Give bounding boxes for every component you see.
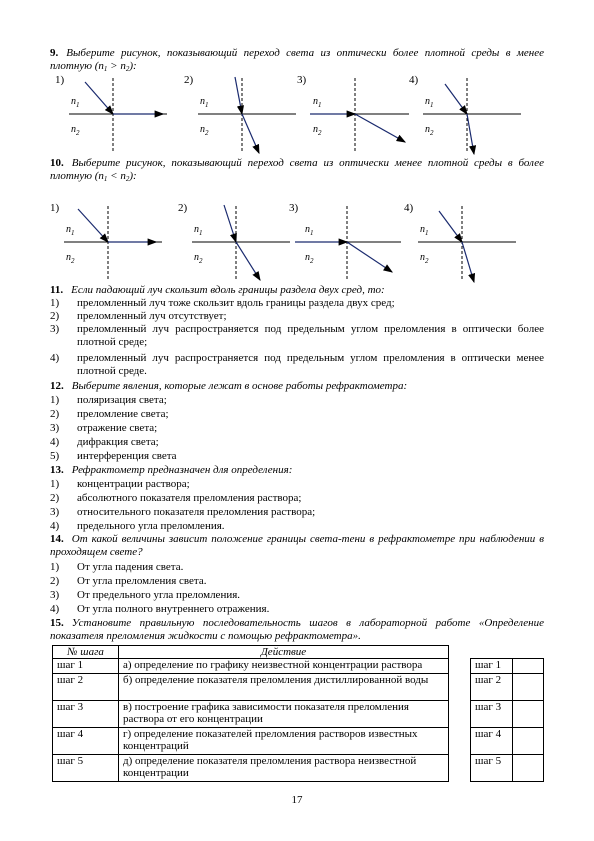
option-text: преломленный луч распространяется под предельным углом преломления в оптически менее плотной среде. <box>77 352 544 377</box>
answer-row <box>471 659 544 674</box>
figure-label: 2) <box>184 74 194 86</box>
option-number: 3) <box>50 422 60 434</box>
question-number: 13. <box>50 464 64 476</box>
medium-1-label: $n_1$ <box>313 96 322 109</box>
incident-ray <box>78 209 108 242</box>
step-cell: шаг 3 <box>53 701 119 728</box>
option <box>50 408 544 421</box>
incident-ray <box>235 77 242 114</box>
question-text: Если падающий луч скользит вдоль границы раздела двух сред, то: <box>71 284 385 296</box>
answer-cell[interactable] <box>512 659 543 674</box>
option-number: 1) <box>50 297 60 309</box>
question-12-heading <box>50 380 544 393</box>
medium-1-label: $n_1$ <box>71 96 80 109</box>
medium-1-label: $n_1$ <box>425 96 434 109</box>
figure-label: 1) <box>50 202 60 214</box>
medium-2-label: $n_2$ <box>200 124 209 137</box>
answer-cell[interactable] <box>512 728 543 755</box>
refraction-figure <box>404 202 532 282</box>
answer-table <box>470 658 544 782</box>
question-11-heading <box>50 284 544 297</box>
question-9-heading <box>50 47 544 76</box>
question-number: 12. <box>50 380 64 392</box>
refraction-figure <box>409 74 537 154</box>
option <box>50 297 544 310</box>
option <box>50 394 544 407</box>
ray-diagram <box>417 74 537 154</box>
option <box>50 520 544 533</box>
answer-label: шаг 2 <box>471 674 513 701</box>
option <box>50 450 544 463</box>
refraction-figure <box>289 202 417 282</box>
steps-table <box>52 645 449 782</box>
option-text: поляризация света; <box>77 394 167 406</box>
option-text: предельного угла преломления. <box>77 520 225 532</box>
option-text: отражение света; <box>77 422 158 434</box>
medium-2-label: $n_2$ <box>313 124 322 137</box>
medium-2-label: $n_2$ <box>420 252 429 265</box>
option-number: 2) <box>50 408 60 420</box>
medium-1-label: $n_1$ <box>420 224 429 237</box>
medium-1-label: $n_1$ <box>305 224 314 237</box>
medium-2-label: $n_2$ <box>305 252 314 265</box>
question-text: От какой величины зависит положение границы света-тени в рефрактометре при наблюдении в проходящем свете? <box>50 533 544 558</box>
refraction-figure <box>178 202 306 282</box>
option-text: преломленный луч распространяется под предельным углом преломления в оптически более плотной среде; <box>77 323 544 348</box>
figure-label: 2) <box>178 202 188 214</box>
ray-diagram <box>186 202 306 282</box>
answer-row <box>471 728 544 755</box>
option <box>50 492 544 505</box>
medium-1-label: $n_1$ <box>66 224 75 237</box>
question-number: 9. <box>50 47 59 59</box>
incident-ray <box>224 205 236 242</box>
question-text: Установите правильную последовательность шагов в лабораторной работе «Определение показателя преломления жидкости с помощью рефрактометра». <box>50 617 544 642</box>
step-cell: шаг 5 <box>53 755 119 782</box>
option-text: интерференция света <box>77 450 177 462</box>
question-suffix: ): <box>129 170 137 182</box>
ray-diagram <box>412 202 532 282</box>
refracted-ray <box>462 242 474 282</box>
figure-label: 1) <box>55 74 65 86</box>
table-row <box>53 659 449 674</box>
answer-row <box>471 701 544 728</box>
question-10-heading <box>50 157 544 186</box>
option <box>50 575 544 588</box>
option-number: 3) <box>50 323 60 335</box>
answer-cell[interactable] <box>512 674 543 701</box>
ray-diagram <box>58 202 178 282</box>
option-number: 5) <box>50 450 60 462</box>
table-row <box>53 674 449 701</box>
action-cell: а) определение по графику неизвестной концентрации раствора <box>119 659 449 674</box>
refracted-ray <box>355 114 405 142</box>
option-number: 3) <box>50 506 60 518</box>
action-cell: в) построение графика зависимости показателя преломления раствора от его концентрации <box>119 701 449 728</box>
question-14-heading <box>50 533 544 559</box>
medium-1-label: $n_1$ <box>194 224 203 237</box>
answer-label: шаг 5 <box>471 755 513 782</box>
option-number: 4) <box>50 520 60 532</box>
question-text: Рефрактометр предназначен для определения: <box>71 464 293 476</box>
figure-label: 3) <box>297 74 307 86</box>
option <box>50 506 544 519</box>
figure-label: 4) <box>404 202 414 214</box>
option-text: относительного показателя преломления раствора; <box>77 506 316 518</box>
option-text: абсолютного показателя преломления раствора; <box>77 492 302 504</box>
refracted-ray <box>242 114 259 153</box>
refraction-figure <box>184 74 312 154</box>
option <box>50 323 544 349</box>
ray-diagram <box>192 74 312 154</box>
question-13-heading <box>50 464 544 477</box>
ray-diagram <box>305 74 425 154</box>
step-cell: шаг 2 <box>53 674 119 701</box>
incident-ray <box>85 82 113 114</box>
option <box>50 589 544 602</box>
question-number: 15. <box>50 617 64 629</box>
question-text: Выберите рисунок, показывающий переход света из оптически более плотной среды в менее плотную ( <box>50 47 544 72</box>
option <box>50 422 544 435</box>
question-text: Выберите явления, которые лежат в основе работы рефрактометра: <box>71 380 408 392</box>
option-number: 3) <box>50 589 60 601</box>
figure-label: 4) <box>409 74 419 86</box>
medium-2-label: $n_2$ <box>71 124 80 137</box>
option-text: преломленный луч отсутствует; <box>77 310 227 322</box>
medium-2-label: $n_2$ <box>194 252 203 265</box>
answer-row <box>471 674 544 701</box>
incident-ray <box>439 211 462 242</box>
index-relation: $n_1 < n_2$ <box>98 170 130 183</box>
option-text: От угла преломления света. <box>77 575 207 587</box>
action-cell: г) определение показателей преломления растворов известных концентраций <box>119 728 449 755</box>
action-cell: б) определение показателя преломления дистиллированной воды <box>119 674 449 701</box>
medium-1-label: $n_1$ <box>200 96 209 109</box>
option-text: преломленный луч тоже скользит вдоль границы раздела двух сред; <box>77 297 395 309</box>
question-15-heading <box>50 617 544 643</box>
question-text: Выберите рисунок, показывающий переход света из оптически менее плотной среды в более плотную ( <box>50 157 544 182</box>
column-header: Действие <box>119 646 449 659</box>
answer-label: шаг 4 <box>471 728 513 755</box>
ray-diagram <box>297 202 417 282</box>
refraction-figure <box>297 74 425 154</box>
option-text: От угла полного внутреннего отражения. <box>77 603 270 615</box>
option <box>50 352 544 378</box>
question-suffix: ): <box>129 60 137 72</box>
step-cell: шаг 1 <box>53 659 119 674</box>
option-text: От угла падения света. <box>77 561 184 573</box>
option-number: 2) <box>50 575 60 587</box>
option-text: концентрации раствора; <box>77 478 190 490</box>
option-number: 4) <box>50 436 60 448</box>
incident-ray <box>445 84 467 114</box>
table-row <box>53 755 449 782</box>
option-number: 4) <box>50 603 60 615</box>
index-relation: $n_1 > n_2$ <box>98 60 130 73</box>
column-header: № шага <box>53 646 119 659</box>
answer-cell[interactable] <box>512 701 543 728</box>
action-cell: д) определение показателя преломления раствора неизвестной концентрации <box>119 755 449 782</box>
answer-label: шаг 1 <box>471 659 513 674</box>
question-number: 10. <box>50 157 64 169</box>
option-number: 2) <box>50 310 60 322</box>
option-number: 1) <box>50 478 60 490</box>
step-cell: шаг 4 <box>53 728 119 755</box>
question-number: 11. <box>50 284 64 296</box>
option <box>50 436 544 449</box>
refracted-ray <box>347 242 392 272</box>
option <box>50 561 544 574</box>
answer-label: шаг 3 <box>471 701 513 728</box>
option-number: 1) <box>50 561 60 573</box>
option-text: От предельного угла преломления. <box>77 589 241 601</box>
question-number: 14. <box>50 533 64 545</box>
table-header-row <box>53 646 449 659</box>
option <box>50 603 544 616</box>
option <box>50 310 544 323</box>
option-number: 4) <box>50 352 60 364</box>
medium-2-label: $n_2$ <box>66 252 75 265</box>
option-text: преломление света; <box>77 408 169 420</box>
option <box>50 478 544 491</box>
figure-label: 3) <box>289 202 299 214</box>
table-row <box>53 701 449 728</box>
refracted-ray <box>467 114 474 154</box>
medium-2-label: $n_2$ <box>425 124 434 137</box>
table-row <box>53 728 449 755</box>
answer-row <box>471 755 544 782</box>
option-text: дифракция света; <box>77 436 159 448</box>
refraction-figure <box>50 202 178 282</box>
page-number: 17 <box>291 794 303 806</box>
option-number: 1) <box>50 394 60 406</box>
option-number: 2) <box>50 492 60 504</box>
refraction-figure <box>55 74 183 154</box>
refracted-ray <box>236 242 260 280</box>
answer-cell[interactable] <box>512 755 543 782</box>
ray-diagram <box>63 74 183 154</box>
